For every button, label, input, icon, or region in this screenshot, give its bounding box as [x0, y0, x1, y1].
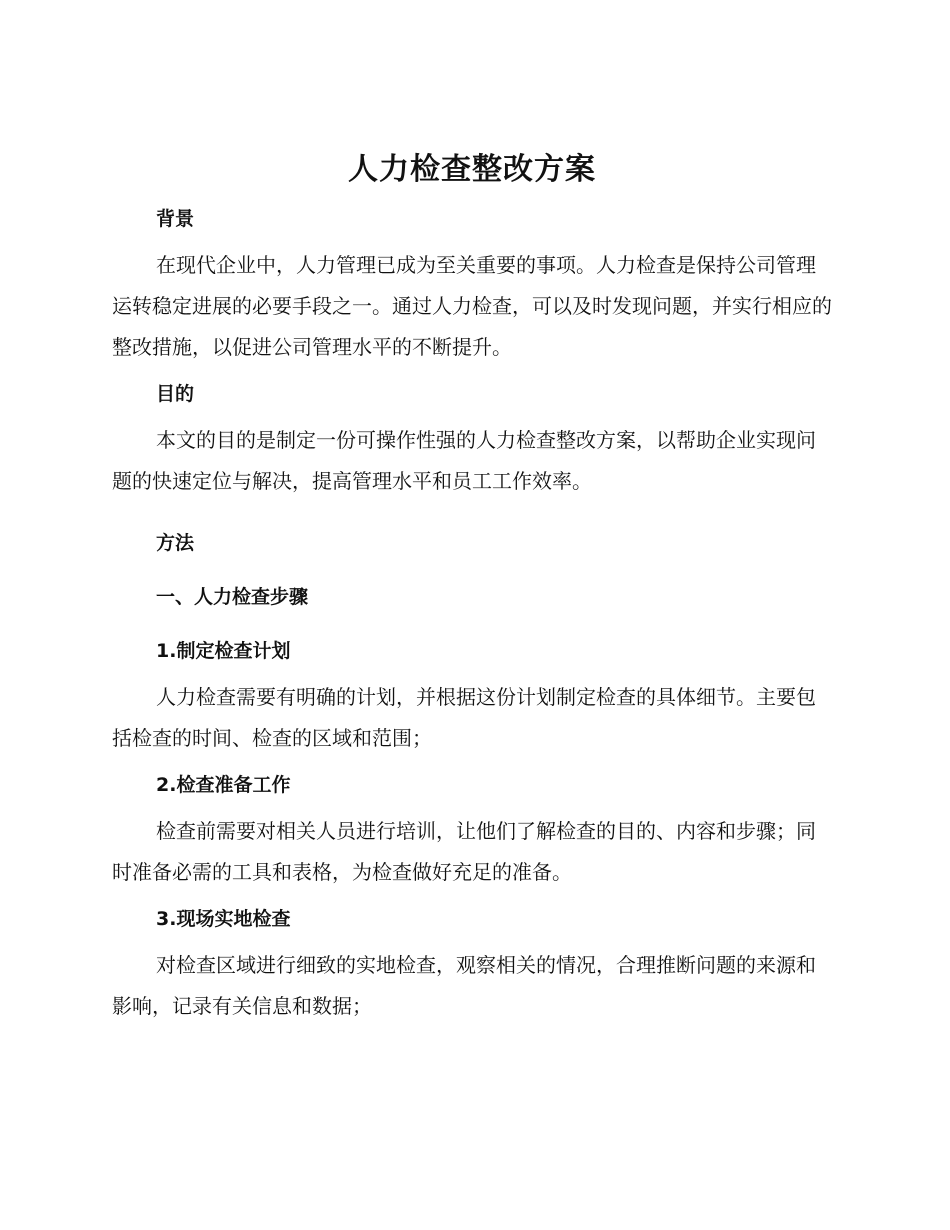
step-3-heading: 3.现场实地检查 [156, 908, 291, 930]
subheading-steps: 一、人力检查步骤 [156, 586, 309, 608]
step-3-paragraph: 对检查区域进行细致的实地检查，观察相关的情况，合理推断问题的来源和影响，记录有关信息和数据； [112, 953, 816, 1018]
document-title: 人力检查整改方案 [348, 152, 596, 187]
section-heading-method: 方法 [156, 532, 195, 554]
step-1-heading: 1.制定检查计划 [156, 640, 291, 662]
document-page [112, 150, 832, 1027]
step-2-paragraph: 检查前需要对相关人员进行培训，让他们了解检查的目的、内容和步骤；同时准备必需的工具和表格，为检查做好充足的准备。 [112, 819, 816, 884]
step-2-heading: 2.检查准备工作 [156, 774, 291, 796]
background-paragraph: 在现代企业中，人力管理已成为至关重要的事项。人力检查是保持公司管理运转稳定进展的必要手段之一。通过人力检查，可以及时发现问题，并实行相应的整改措施，以促进公司管理水平的不断提升。 [112, 253, 832, 359]
purpose-paragraph: 本文的目的是制定一份可操作性强的人力检查整改方案，以帮助企业实现问题的快速定位与解决，提高管理水平和员工工作效率。 [112, 428, 816, 493]
step-1-paragraph: 人力检查需要有明确的计划，并根据这份计划制定检查的具体细节。主要包括检查的时间、检查的区域和范围； [112, 685, 816, 750]
section-heading-purpose: 目的 [156, 383, 195, 405]
section-heading-background: 背景 [156, 208, 195, 230]
